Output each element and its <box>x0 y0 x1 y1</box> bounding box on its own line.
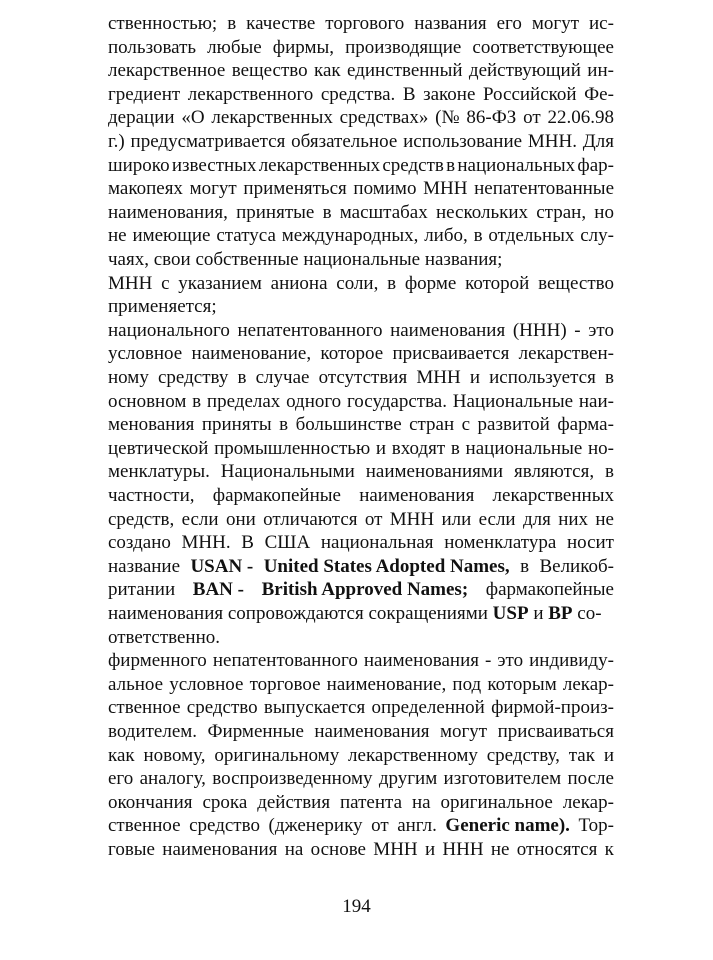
text-word: оригинальному <box>214 744 340 766</box>
text-word: в <box>279 414 289 436</box>
text-word: нескольких <box>435 201 529 223</box>
text-word: не <box>108 225 127 247</box>
text-word: лекарственных <box>211 107 333 129</box>
text-line <box>108 484 614 508</box>
text-word: номенклатура <box>444 532 557 554</box>
text-word: не <box>490 839 510 860</box>
text-word: широко <box>108 154 170 176</box>
text-word: окончания <box>108 791 193 813</box>
text-word: если <box>478 508 516 530</box>
text-word: которое <box>320 343 384 365</box>
text-word: производящие <box>345 36 462 58</box>
text-word: макопеях <box>108 178 183 200</box>
text-word: лекарственных <box>492 485 614 506</box>
text-word: Фирменные <box>207 721 304 742</box>
text-word: в <box>604 367 614 388</box>
text-word: изготовителем <box>443 768 562 790</box>
text-line <box>108 460 614 484</box>
text-word: для <box>522 508 551 530</box>
text-word: лекарственных <box>258 154 381 176</box>
text-word: «О <box>181 107 205 129</box>
text-word: отличаются <box>263 508 358 530</box>
text-line <box>108 106 614 130</box>
text-word: имеющие <box>132 225 211 247</box>
text-word: большинстве <box>295 414 402 436</box>
text-word: частности, <box>108 485 195 506</box>
text-word: национальных <box>457 154 576 176</box>
text-word: лекарственного <box>187 83 314 105</box>
text-word: любые <box>207 36 262 58</box>
text-word: национальные <box>465 437 583 459</box>
text-word: средству <box>157 367 229 388</box>
text-word: присваиваться <box>497 721 614 742</box>
text-word: это <box>588 319 614 341</box>
text-word: торговое <box>249 673 321 695</box>
text-word: BAN - <box>192 579 244 601</box>
text-word: с <box>161 272 170 294</box>
text-word: 86-ФЗ <box>466 107 517 129</box>
text-word: цевтической <box>108 437 209 459</box>
text-word: British Approved Names; <box>261 579 469 601</box>
text-word: в <box>473 225 483 247</box>
text-word: пользовать <box>108 36 197 58</box>
text-word: патента <box>340 791 402 813</box>
text-word: вещество <box>231 60 308 82</box>
text-word: национальная <box>320 532 434 554</box>
text-word: МНН <box>389 508 435 530</box>
text-word: наи- <box>578 390 614 412</box>
text-word: присваивается <box>392 343 510 365</box>
text-word: ин- <box>587 60 614 82</box>
text-word: указанием <box>178 272 262 294</box>
text-word: них <box>558 508 589 530</box>
text-word: приняты <box>201 414 272 436</box>
text-word: одного <box>286 390 342 412</box>
text-word: использование <box>403 131 523 152</box>
text-word: оригинальное <box>440 791 553 813</box>
text-word: говые <box>108 839 155 860</box>
text-line <box>108 248 502 272</box>
text-word: предусматривается <box>130 131 286 152</box>
text-word: лекарствен- <box>518 343 614 365</box>
text-word: от <box>364 508 383 530</box>
text-word: названия; <box>424 249 503 270</box>
text-line <box>108 720 614 744</box>
text-word: срока <box>202 791 248 813</box>
text-word: являются, <box>513 461 595 483</box>
text-word: Для <box>582 131 614 152</box>
text-line <box>108 390 614 414</box>
text-word: если <box>181 508 219 530</box>
page-number: 194 <box>342 896 371 917</box>
text-word: лекарственному <box>348 744 478 766</box>
text-line <box>108 224 614 248</box>
text-word: МНН <box>423 178 468 200</box>
text-word: условное <box>108 343 183 365</box>
text-word: входят <box>391 437 446 459</box>
text-line <box>108 366 614 390</box>
text-word: ННН <box>442 839 484 860</box>
text-word: средствах» <box>339 107 429 129</box>
text-line <box>108 272 614 296</box>
text-word: новому, <box>143 744 206 766</box>
text-word: непатентованного <box>237 319 383 341</box>
text-word: на <box>411 791 431 813</box>
text-word: носит <box>566 532 614 554</box>
text-word: менклатуры. <box>108 461 210 483</box>
text-word: и <box>603 744 614 766</box>
text-word: основе <box>310 839 366 860</box>
text-word: непатентованного <box>212 650 358 672</box>
text-line <box>108 744 614 768</box>
text-word: средств <box>382 154 444 176</box>
text-word: помимо <box>353 178 417 200</box>
text-word: слу- <box>580 225 614 247</box>
text-line <box>108 59 614 83</box>
text-line <box>108 791 614 815</box>
text-word: наименования <box>363 650 479 672</box>
text-word: его <box>108 768 134 790</box>
text-word: МНН <box>373 839 418 860</box>
text-word: либо, <box>424 225 468 247</box>
text-word: случае <box>255 367 310 388</box>
text-line <box>108 649 614 673</box>
text-word: г.) <box>108 131 125 152</box>
text-word: средство <box>189 815 260 837</box>
text-word: могут <box>531 13 579 34</box>
text-word: промышленностью <box>214 437 371 459</box>
text-word: действующий <box>468 60 581 82</box>
text-word: наименованиями <box>365 461 504 483</box>
text-word: ственное <box>108 697 181 719</box>
text-word: United States Adopted Names, <box>263 555 510 577</box>
text-word: наименования <box>162 839 278 860</box>
text-word: США <box>264 532 311 554</box>
text-word: наименования <box>390 319 506 341</box>
text-word: относятся <box>516 839 598 860</box>
text-word: средство <box>186 697 258 719</box>
text-word: средству, <box>486 744 560 766</box>
text-word: как <box>314 60 341 82</box>
text-line <box>108 12 614 36</box>
text-line <box>108 83 614 107</box>
text-word: создано <box>108 532 171 554</box>
text-word: или <box>441 508 472 530</box>
text-word: ритании <box>108 579 176 601</box>
text-word: в <box>192 390 202 412</box>
text-word: и <box>469 367 480 388</box>
text-word: применяться <box>243 178 347 200</box>
text-word: лекар- <box>562 791 614 813</box>
text-word: в <box>227 13 237 34</box>
text-line <box>108 413 614 437</box>
text-word: применяется; <box>108 296 217 318</box>
text-word: свои <box>153 249 191 270</box>
text-word: наименования сопровождаются сокращениями USP и BP со- <box>108 603 602 624</box>
text-word: действия <box>257 791 331 813</box>
text-word: МНН <box>416 367 461 388</box>
text-word: в <box>237 367 247 388</box>
text-word: соли, <box>336 272 379 294</box>
text-word: качестве <box>246 13 316 34</box>
text-line <box>108 342 614 366</box>
text-word: водителем. <box>108 721 198 742</box>
text-word: гредиент <box>108 83 181 105</box>
text-word: аниона <box>270 272 328 294</box>
text-word: от <box>523 107 541 129</box>
text-line <box>108 626 220 650</box>
text-word: но <box>594 201 614 223</box>
text-word: Национальные <box>452 390 574 412</box>
text-word: соответствующее <box>472 36 614 58</box>
text-word: лекар- <box>562 673 614 695</box>
text-word: собственные <box>195 249 299 270</box>
text-word: Великоб- <box>539 555 614 577</box>
text-word: в <box>446 154 456 176</box>
text-word: государства. <box>346 390 447 412</box>
text-word: фирмы, <box>272 36 334 58</box>
text-word: Тор- <box>578 815 614 837</box>
text-word: МНН <box>108 272 153 294</box>
text-word: альное <box>108 673 164 695</box>
text-word: (№ <box>435 107 460 129</box>
text-word: англ. <box>397 815 437 837</box>
text-word: стран <box>409 414 455 436</box>
text-word: вещество <box>538 272 614 294</box>
text-word: развитой <box>477 414 550 436</box>
text-word: обязательное <box>291 131 398 152</box>
text-word: ственностью; <box>108 13 218 34</box>
text-word: международных, <box>281 225 419 247</box>
text-word: 22.06.98 <box>547 107 614 129</box>
text-word: торгового <box>325 13 405 34</box>
text-word: условное <box>169 673 244 695</box>
text-word: статуса <box>216 225 276 247</box>
text-word: с <box>461 414 471 436</box>
text-word: другим <box>378 768 438 790</box>
text-word: на <box>284 839 304 860</box>
text-word: законе <box>423 83 476 105</box>
text-word: это <box>497 650 524 672</box>
text-word: Национальными <box>220 461 355 483</box>
text-word: фар- <box>577 154 614 176</box>
text-word: аналогу, <box>139 768 206 790</box>
text-line <box>108 154 614 178</box>
text-word: МНН. <box>527 131 577 152</box>
text-line <box>108 437 614 461</box>
text-word: национальные <box>303 249 421 270</box>
text-word: средства. <box>320 83 396 105</box>
text-word: могут <box>189 178 237 200</box>
text-word: (ННН) <box>512 319 567 341</box>
text-word: но- <box>587 437 614 459</box>
text-word: как <box>108 744 135 766</box>
text-line <box>108 555 614 579</box>
text-word: от <box>371 815 389 837</box>
text-word: USAN - <box>190 555 254 577</box>
text-line <box>108 508 614 532</box>
text-word: и <box>375 437 387 459</box>
text-word: В <box>402 83 416 105</box>
text-line <box>108 319 614 343</box>
text-word: его <box>496 13 522 34</box>
text-word: название <box>108 555 181 577</box>
text-word: Фе- <box>584 83 614 105</box>
text-word: не <box>595 508 614 530</box>
text-word: лекарственное <box>108 60 226 82</box>
text-word: индивиду- <box>529 650 614 672</box>
text-word: чаях, <box>108 249 149 270</box>
text-line <box>108 673 614 697</box>
text-line <box>108 838 614 862</box>
text-word: фирмой-произ- <box>491 697 614 719</box>
text-word: фирменного <box>108 650 207 672</box>
text-word: - <box>485 650 492 672</box>
text-word: в <box>322 201 332 223</box>
text-line <box>108 295 217 319</box>
text-line <box>108 531 614 555</box>
text-word: наименование, <box>326 673 447 695</box>
text-word: ответственно. <box>108 626 220 648</box>
text-line <box>108 578 614 602</box>
text-word: и <box>424 839 436 860</box>
text-word: фарма- <box>557 414 614 436</box>
text-word: в <box>605 461 614 483</box>
text-word: основном <box>108 390 187 412</box>
text-word: менования <box>108 414 195 436</box>
text-line <box>108 36 614 60</box>
text-word: выпускается <box>263 697 366 719</box>
text-word: так <box>568 744 595 766</box>
text-word: наименования <box>359 485 475 506</box>
text-word: в <box>387 272 397 294</box>
text-word: наименования <box>314 721 430 742</box>
text-word: национального <box>108 319 230 341</box>
text-word: под <box>452 673 482 695</box>
text-word: фармакопейные <box>212 485 341 506</box>
text-word: дерации <box>108 107 175 129</box>
text-word: В <box>241 532 254 554</box>
text-word: ис- <box>588 13 614 34</box>
text-word: наименования, <box>108 201 228 223</box>
text-word: - <box>574 319 581 341</box>
text-word: фармакопейные <box>485 579 614 601</box>
text-word: используется <box>489 367 596 388</box>
text-line <box>108 696 614 720</box>
text-word: они <box>225 508 256 530</box>
text-word: отсутствия <box>318 367 408 388</box>
text-word: воспроизведенному <box>212 768 373 790</box>
text-word: после <box>567 768 614 790</box>
text-word: непатентованные <box>474 178 614 200</box>
text-word: ному <box>108 367 149 388</box>
text-word: стран, <box>536 201 587 223</box>
text-word: форме <box>404 272 457 294</box>
text-word: определенной <box>371 697 485 719</box>
text-word: которой <box>465 272 530 294</box>
text-word: ственное <box>108 815 181 837</box>
text-word: отдельных <box>488 225 575 247</box>
text-line <box>108 177 614 201</box>
text-word: (дженерику <box>268 815 363 837</box>
text-word: наименование, <box>191 343 312 365</box>
text-word: принятые <box>236 201 315 223</box>
text-word: в <box>520 555 530 577</box>
text-word: Generic name). <box>445 815 570 837</box>
text-word: могут <box>439 721 488 742</box>
text-line <box>108 814 614 838</box>
text-word: Российской <box>482 83 577 105</box>
text-word: средств, <box>108 508 175 530</box>
text-line <box>108 767 614 791</box>
text-word: пределах <box>206 390 281 412</box>
text-word: известных <box>171 154 257 176</box>
text-word: в <box>450 437 460 459</box>
text-word: которым <box>487 673 557 695</box>
text-word: единственный <box>347 60 463 82</box>
text-word: к <box>604 839 614 860</box>
text-word: масштабах <box>339 201 428 223</box>
text-word: названия <box>414 13 487 34</box>
text-word: МНН. <box>181 532 231 554</box>
text-line <box>108 201 614 225</box>
text-line <box>108 602 602 626</box>
text-line <box>108 130 614 154</box>
